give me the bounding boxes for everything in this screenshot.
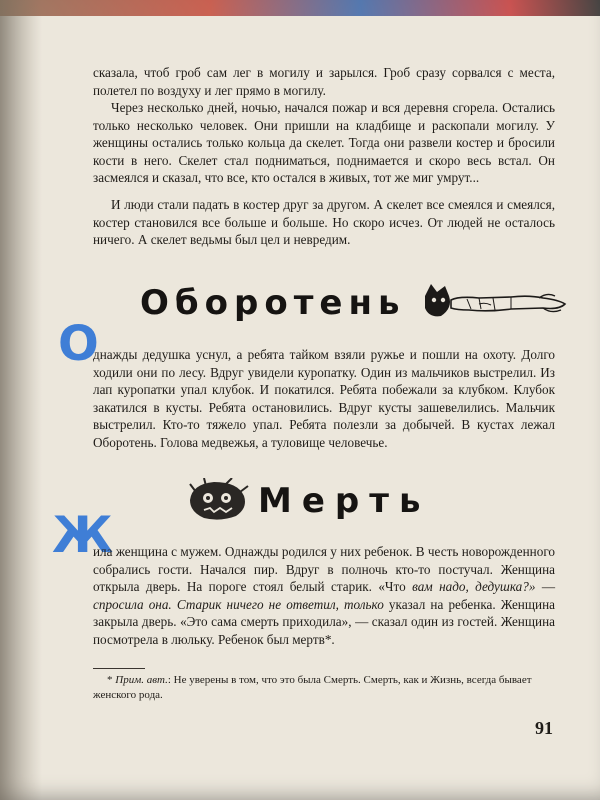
footnote — [93, 673, 555, 703]
footnote-rule — [93, 668, 145, 669]
spine-shadow — [0, 0, 42, 800]
drop-cap-o: О — [58, 316, 99, 372]
page-number: 91 — [535, 718, 553, 738]
werewolf-story-text: днажды дедушка уснул, а ребята тайком взяли ружье и пошли на охоту. Долго ходили они по лесу. Вдруг увидели куропатку. Один из мальчиков выстрелил. Из лап куропатки упал клубок. И покатился. Ребята побежали за клубком. Клубок закатился в кусты. Ребята остановились. Вдруг кусты зашевелились. Мальчик выстрелил. Кто-то тяжело упал. Ребята полезли за добычей. В кустах лежал Оборотень. Голова медвежья, а туловище человечье. — [93, 347, 555, 450]
death-title-row — [186, 478, 430, 524]
werewolf-drawing-icon — [419, 278, 569, 328]
death-text-part-1: ила женщина с мужем. Однажды родился у них ребенок. В честь новорожденного собрались гости. Начался пир. Вдруг в полночь кто-то постучал. Женщина открыла дверь. На пороге стоял белый старик. «Что — [93, 544, 555, 595]
footnote-prefix: * — [107, 674, 116, 686]
death-story-text — [93, 543, 555, 649]
paragraph-3: И люди стали падать в костер друг за другом. А скелет все смеялся и смеялся, костер становился все больше и больше. Но скоро исчез. От людей не осталось ничего. А скелет ведьмы был цел и невредим. — [93, 197, 555, 248]
paragraph-2: Через несколько дней, ночью, начался пожар и вся деревня сгорела. Остались только несколько человек. Они пришли на кладбище и раскопали могилу. У женщины остались только кольца да скелет. Тогда они развели костер и бросили кости в него. Скелет стал подниматься, поднимается и скоро весь встал. Он засмеялся и сказал, что все, кто остался в живых, тот же миг умрут... — [93, 100, 555, 186]
footnote-text: : Не уверены в том, что это была Смерть. Смерть, как и Жизнь, всегда бывает женского рода. — [93, 674, 532, 701]
werewolf-title-row — [140, 278, 569, 328]
footnote-label: Прим. авт. — [115, 674, 168, 686]
death-head-drawing-icon — [186, 478, 250, 524]
death-text-italic-1: вам надо, дедушка?» — [412, 579, 536, 595]
cover-edge-strip — [0, 0, 600, 16]
death-text-dash: — — [535, 579, 555, 595]
paragraph-1: сказала, чтоб гроб сам лег в могилу и зарылся. Гроб сразу сорвался с места, полетел по воздуху и лег прямо в могилу. — [93, 65, 555, 98]
werewolf-title: Оборотень — [140, 283, 406, 323]
death-text-part-2: указал на ребенка. Женщина закрыла дверь. «Это сама смерть приходила», — сказал один из гостей. Женщина посмотрела в люльку. Ребенок был мертв*. — [93, 596, 555, 647]
drop-cap-zh: Ж — [52, 506, 114, 564]
death-title: Мерть — [258, 481, 431, 521]
death-text-italic-2: спросила она. Старик ничего не ответил, только — [93, 596, 384, 612]
